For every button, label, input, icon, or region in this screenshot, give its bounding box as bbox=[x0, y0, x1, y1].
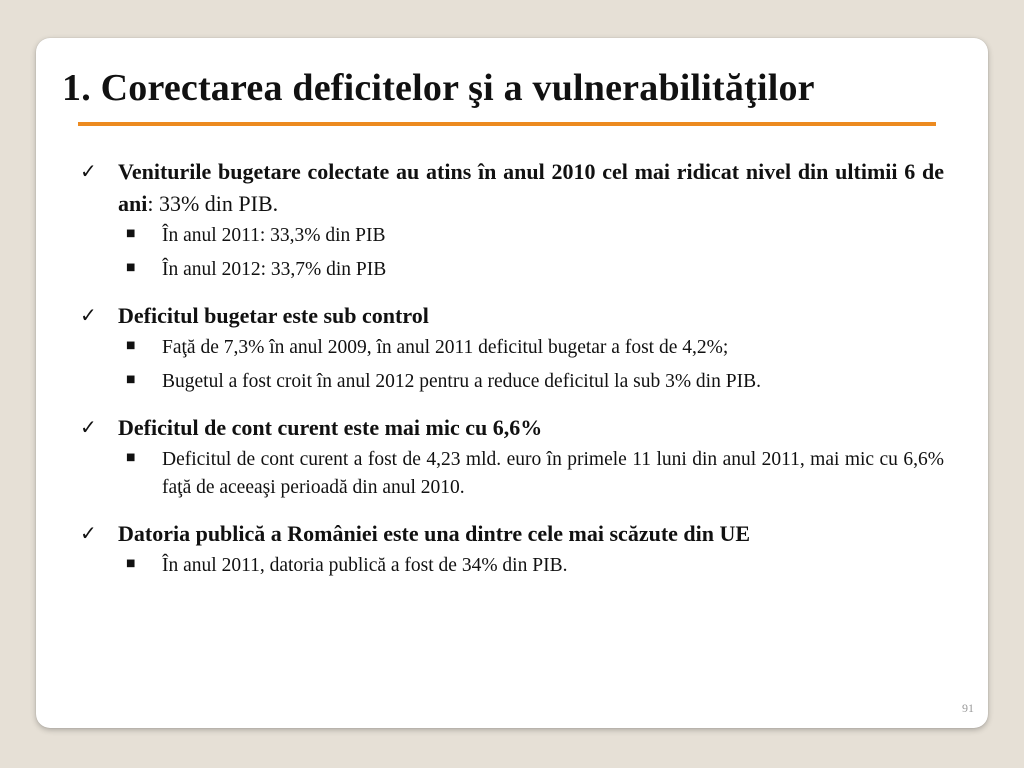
sub-bullet-item bbox=[78, 552, 944, 580]
sub-bullet-list bbox=[78, 552, 944, 580]
sub-bullet-text: În anul 2011, datoria publică a fost de 34% din PIB. bbox=[162, 555, 568, 576]
sub-bullet-item bbox=[78, 334, 944, 362]
check-icon: ✓ bbox=[80, 415, 97, 439]
bullet-heading bbox=[118, 518, 944, 550]
slide-content bbox=[78, 156, 944, 596]
slide-title: 1. Corectarea deficitelor şi a vulnerabilităţilor bbox=[62, 67, 815, 109]
square-bullet-icon: ■ bbox=[126, 262, 136, 273]
bullet-heading-bold: Deficitul de cont curent este mai mic cu 6,6% bbox=[118, 415, 543, 440]
sub-bullet-text: În anul 2011: 33,3% din PIB bbox=[162, 225, 386, 246]
page-number: 91 bbox=[962, 701, 974, 715]
sub-bullet-text: În anul 2012: 33,7% din PIB bbox=[162, 259, 387, 280]
square-bullet-icon: ■ bbox=[126, 452, 136, 463]
sub-bullet-list bbox=[78, 334, 944, 396]
bullet-heading bbox=[118, 412, 944, 444]
square-bullet-icon: ■ bbox=[126, 340, 136, 351]
square-bullet-icon: ■ bbox=[126, 374, 136, 385]
sub-bullet-list bbox=[78, 222, 944, 284]
square-bullet-icon: ■ bbox=[126, 558, 136, 569]
square-bullet-icon: ■ bbox=[126, 228, 136, 239]
sub-bullet-list bbox=[78, 446, 944, 502]
bullet-heading bbox=[118, 300, 944, 332]
sub-bullet-text: Bugetul a fost croit în anul 2012 pentru a reduce deficitul la sub 3% din PIB. bbox=[162, 371, 761, 392]
bullet-heading bbox=[118, 156, 944, 220]
bullet-section-budget-deficit bbox=[78, 300, 944, 396]
sub-bullet-text: Faţă de 7,3% în anul 2009, în anul 2011 deficitul bugetar a fost de 4,2%; bbox=[162, 337, 729, 358]
sub-bullet-item bbox=[78, 256, 944, 284]
check-icon: ✓ bbox=[80, 159, 97, 183]
title-underline bbox=[78, 122, 936, 126]
bullet-section-current-account bbox=[78, 412, 944, 502]
bullet-heading-normal: : 33% din PIB. bbox=[147, 191, 279, 216]
bullet-heading-bold: Veniturile bugetare colectate au atins în anul 2010 cel mai ridicat nivel din ultimii 6 de ani bbox=[118, 159, 944, 216]
sub-bullet-text: Deficitul de cont curent a fost de 4,23 mld. euro în primele 11 luni din anul 2011, mai mic cu 6,6% faţă de aceeaşi perioadă din anul 2010. bbox=[162, 449, 944, 498]
bullet-section-public-debt bbox=[78, 518, 944, 580]
bullet-heading-bold: Deficitul bugetar este sub control bbox=[118, 303, 429, 328]
slide bbox=[36, 38, 988, 728]
check-icon: ✓ bbox=[80, 303, 97, 327]
check-icon: ✓ bbox=[80, 521, 97, 545]
sub-bullet-item bbox=[78, 222, 944, 250]
bullet-section-revenues bbox=[78, 156, 944, 284]
sub-bullet-item bbox=[78, 446, 944, 502]
sub-bullet-item bbox=[78, 368, 944, 396]
bullet-heading-bold: Datoria publică a României este una dintre cele mai scăzute din UE bbox=[118, 521, 751, 546]
